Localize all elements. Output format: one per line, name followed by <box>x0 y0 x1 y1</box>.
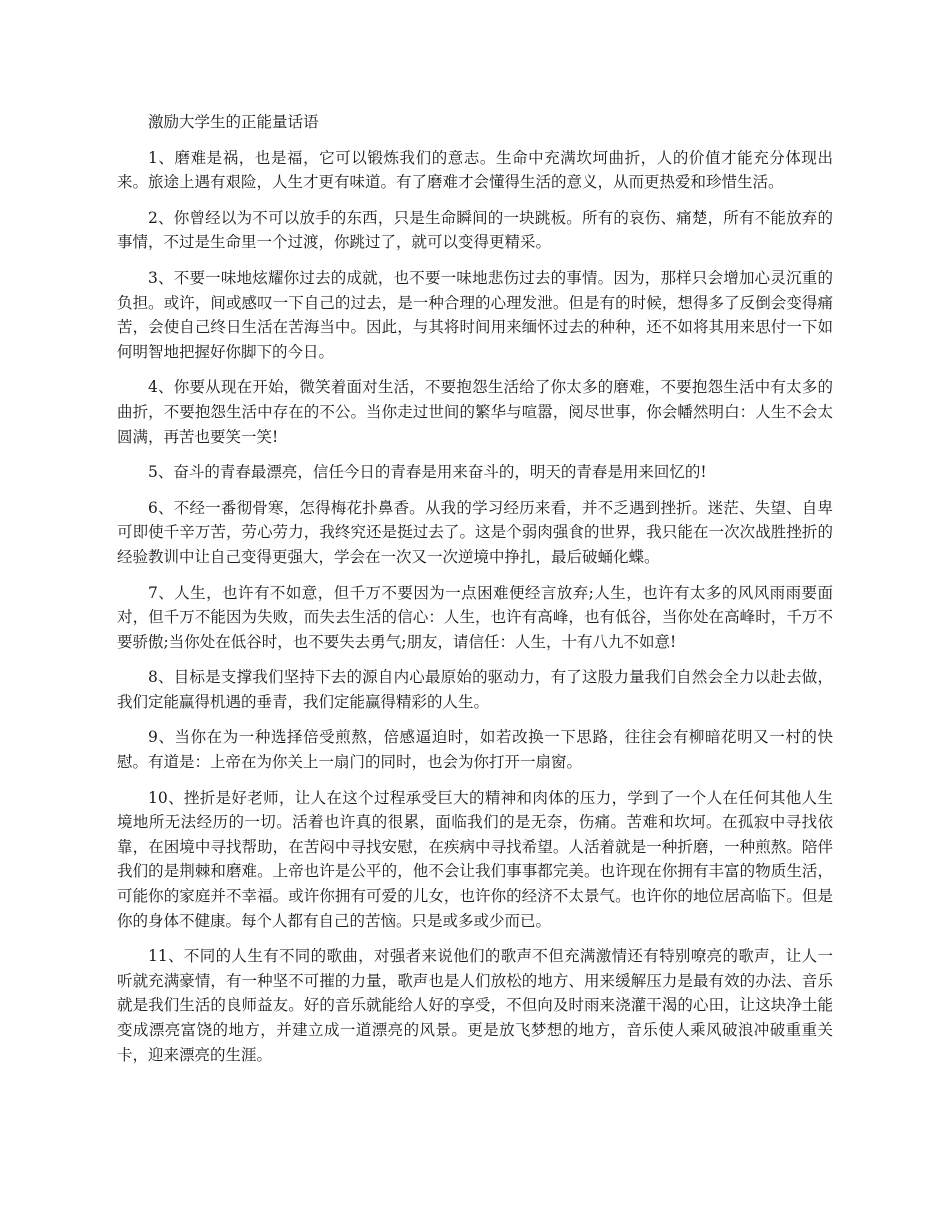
paragraph-11: 11、不同的人生有不同的歌曲，对强者来说他们的歌声不但充满激情还有特别嘹亮的歌声，让人一听就充满豪情，有一种坚不可摧的力量，歌声也是人们放松的地方、用来缓解压力是最有效的办法、音乐就是我们生活的良师益友。好的音乐就能给人好的享受，不但向及时雨来浇灌干渴的心田，让这块净土能变成漂亮富饶的地方，并建立成一道漂亮的风景。更是放飞梦想的地方，音乐使人乘风破浪冲破重重关卡，迎来漂亮的生涯。 <box>117 947 833 1064</box>
paragraph-6: 6、不经一番彻骨寒，怎得梅花扑鼻香。从我的学习经历来看，并不乏遇到挫折。迷茫、失望、自卑可即使千辛万苦，劳心劳力，我终究还是挺过去了。这是个弱肉强食的世界，我只能在一次次战胜挫折的经验教训中让自己变得更强大，学会在一次又一次逆境中挣扎，最后破蛹化蝶。 <box>117 498 833 566</box>
paragraph-1: 1、磨难是祸，也是福，它可以锻炼我们的意志。生命中充满坎坷曲折，人的价值才能充分体现出来。旅途上遇有艰险，人生才更有味道。有了磨难才会懂得生活的意义，从而更热爱和珍惜生活。 <box>117 148 833 192</box>
paragraph-10: 10、挫折是好老师，让人在这个过程承受巨大的精神和肉体的压力，学到了一个人在任何其他人生境地所无法经历的一切。活着也许真的很累，面临我们的是无奈，伤痛。苦难和坎坷。在孤寂中寻找依靠，在困境中寻找帮助，在苦闷中寻找安慰，在疾病中寻找希望。人活着就是一种折磨，一种煎熬。陪伴我们的是荆棘和磨难。上帝也许是公平的，他不会让我们事事都完美。也许现在你拥有丰富的物质生活，可能你的家庭并不幸福。或许你拥有可爱的儿女，也许你的经济不太景气。也许你的地位居高临下。但是你的身体不健康。每个人都有自己的苦恼。只是或多或少而已。 <box>117 788 833 930</box>
paragraph-3: 3、不要一味地炫耀你过去的成就，也不要一味地悲伤过去的事情。因为，那样只会增加心灵沉重的负担。或许，间或感叹一下自己的过去，是一种合理的心理发泄。但是有的时候，想得多了反倒会变得痛苦，会使自己终日生活在苦海当中。因此，与其将时间用来缅怀过去的种种，还不如将其用来思付一下如何明智地把握好你脚下的今日。 <box>117 268 833 361</box>
paragraph-9: 9、当你在为一种选择倍受煎熬，倍感逼迫时，如若改换一下思路，往往会有柳暗花明又一村的快慰。有道是：上帝在为你关上一扇门的同时，也会为你打开一扇窗。 <box>117 728 833 772</box>
paragraph-4: 4、你要从现在开始，微笑着面对生活，不要抱怨生活给了你太多的磨难，不要抱怨生活中有太多的曲折，不要抱怨生活中存在的不公。当你走过世间的繁华与喧嚣，阅尽世事，你会幡然明白：人生不会太圆满，再苦也要笑一笑! <box>117 378 833 446</box>
paragraph-8: 8、目标是支撑我们坚持下去的源自内心最原始的驱动力，有了这股力量我们自然会全力以赴去做，我们定能赢得机遇的垂青，我们定能赢得精彩的人生。 <box>117 668 833 711</box>
paragraph-5: 5、奋斗的青春最漂亮，信任今日的青春是用来奋斗的，明天的青春是用来回忆的! <box>148 463 707 482</box>
paragraph-7: 7、人生，也许有不如意，但千万不要因为一点困难便经言放弃;人生，也许有太多的风风雨雨要面对，但千万不能因为失败，而失去生活的信心：人生，也许有高峰，也有低谷，当你处在高峰时，千万不要骄傲;当你处在低谷时，也不要失去勇气;朋友，请信任：人生，十有八九不如意! <box>117 583 833 651</box>
document-body <box>117 110 833 1078</box>
paragraph-2: 2、你曾经以为不可以放手的东西，只是生命瞬间的一块跳板。所有的哀伤、痛楚，所有不能放弃的事情，不过是生命里一个过渡，你跳过了，就可以变得更精采。 <box>117 208 833 252</box>
document-title: 激励大学生的正能量话语 <box>148 113 319 131</box>
